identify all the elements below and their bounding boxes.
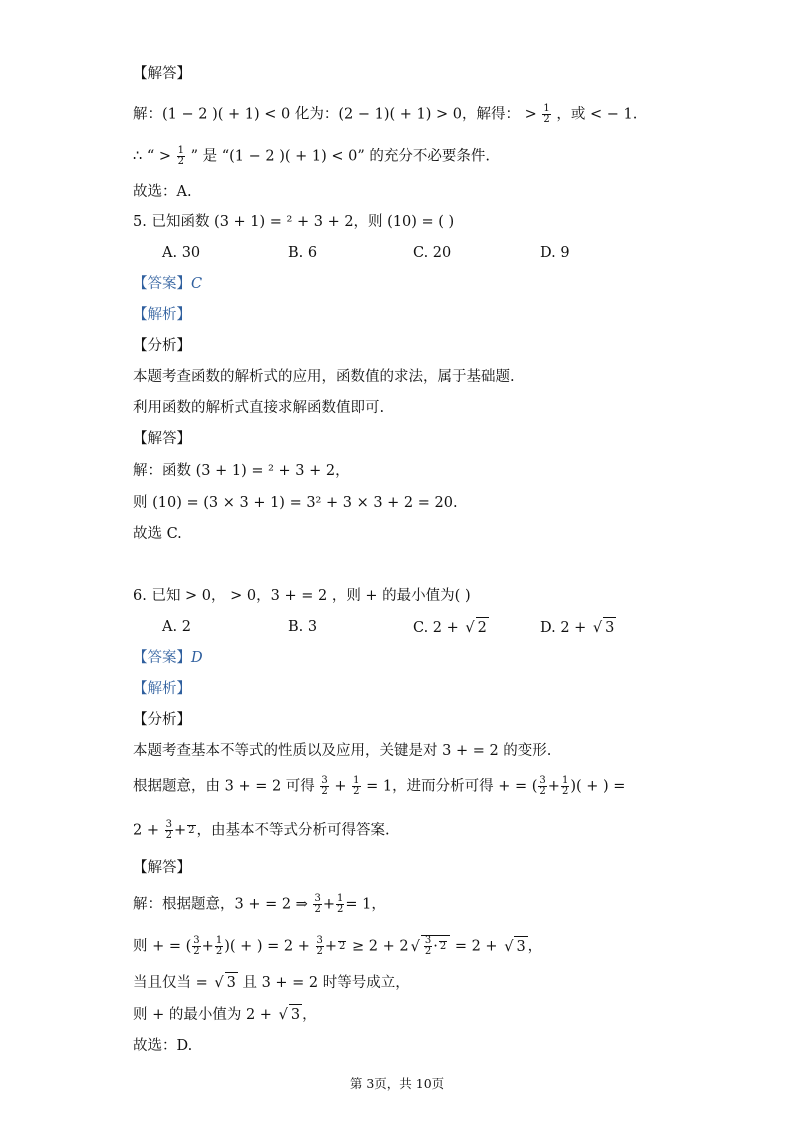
q5-solution-1: 解：函数 (3 + 1) = ² + 3 + 2， <box>133 463 350 479</box>
q5-solution-heading: 【解答】 <box>133 431 191 447</box>
fraction: $\frac{1}{2}$ <box>543 103 550 125</box>
q5-fenxi-text-1: 本题考查函数的解析式的应用，函数值的求法，属于基础题. <box>133 369 515 385</box>
q6-choice: 故选：D. <box>133 1038 193 1054</box>
q6-fenxi-text-1: 本题考查基本不等式的性质以及应用，关键是对 3 + = 2 的变形. <box>133 743 552 759</box>
q5-fenxi-text-2: 利用函数的解析式直接求解函数值即可. <box>133 400 385 416</box>
q6-fenxi-text-3: 2 + $\frac{3}{2}$ + 2 ，由基本不等式分析可得答案. <box>133 819 390 841</box>
section-heading-solution: 【解答】 <box>133 66 191 82</box>
q6-option-d: D. 2 + √ 3 <box>540 617 616 638</box>
q6-option-a: A. 2 <box>162 619 191 635</box>
question-6: 6. 已知 > 0， > 0，3 + = 2 ，则 + 的最小值为( ) <box>133 588 471 604</box>
q5-option-b: B. 6 <box>288 245 318 261</box>
q6-option-c: C. 2 + √ 2 <box>413 617 489 638</box>
q6-solution-heading: 【解答】 <box>133 860 191 876</box>
conclusion-line: ∴ “ > $\frac{1}{2}$ ” 是 “(1 − 2 )( + 1) < 0” 的充分不必要条件. <box>133 145 491 167</box>
fraction: $\frac{1}{2}$ <box>177 145 184 167</box>
q6-solution-1: 解：根据题意，3 + = 2 ⇒ $\frac{3}{2}$ + $\frac{1}{2}$ = 1， <box>133 893 386 915</box>
q6-answer: 【答案】D <box>133 650 203 666</box>
q6-solution-2: 则 + = ( $\frac{3}{2}$ + $\frac{1}{2}$ )( + ) = 2 + $\frac{3}{2}$ + 2 ≥ 2 + 2 √ $\frac{3}{2}$ · 2 = 2 + √ 3 ， <box>133 935 543 957</box>
page-footer: 第 3页，共 10页 <box>349 1076 445 1091</box>
q5-solution-2: 则 (10) = (3 × 3 + 1) = 3² + 3 × 3 + 2 = 20. <box>133 495 458 511</box>
q6-solution-4: 则 + 的最小值为 2 + √ 3 ， <box>133 1004 317 1025</box>
q6-analysis-heading: 【解析】 <box>133 681 191 697</box>
choice-line: 故选：A. <box>133 184 192 200</box>
q5-analysis-heading: 【解析】 <box>133 307 191 323</box>
q6-solution-3: 当且仅当 = √ 3 且 3 + = 2 时等号成立， <box>133 972 410 993</box>
solution-line: 解：(1 − 2 )( + 1) < 0 化为：(2 − 1)( + 1) > 0，解得： > $\frac{1}{2}$ ，或 < − 1. <box>133 103 638 125</box>
q6-fenxi-heading: 【分析】 <box>133 712 191 728</box>
q5-choice: 故选 C. <box>133 526 182 542</box>
q5-fenxi-heading: 【分析】 <box>133 338 191 354</box>
q5-option-d: D. 9 <box>540 245 570 261</box>
q6-fenxi-text-2: 根据题意，由 3 + = 2 可得 $\frac{3}{2}$ + $\frac{1}{2}$ = 1，进而分析可得 + = ( $\frac{3}{2}$ + $\frac{1}{2}$ )( + ) = <box>133 775 626 797</box>
q5-option-a: A. 30 <box>162 245 201 261</box>
q6-option-b: B. 3 <box>288 619 318 635</box>
question-5: 5. 已知函数 (3 + 1) = ² + 3 + 2，则 (10) = ( ) <box>133 214 455 230</box>
q5-answer: 【答案】C <box>133 276 203 292</box>
q5-option-c: C. 20 <box>413 245 452 261</box>
